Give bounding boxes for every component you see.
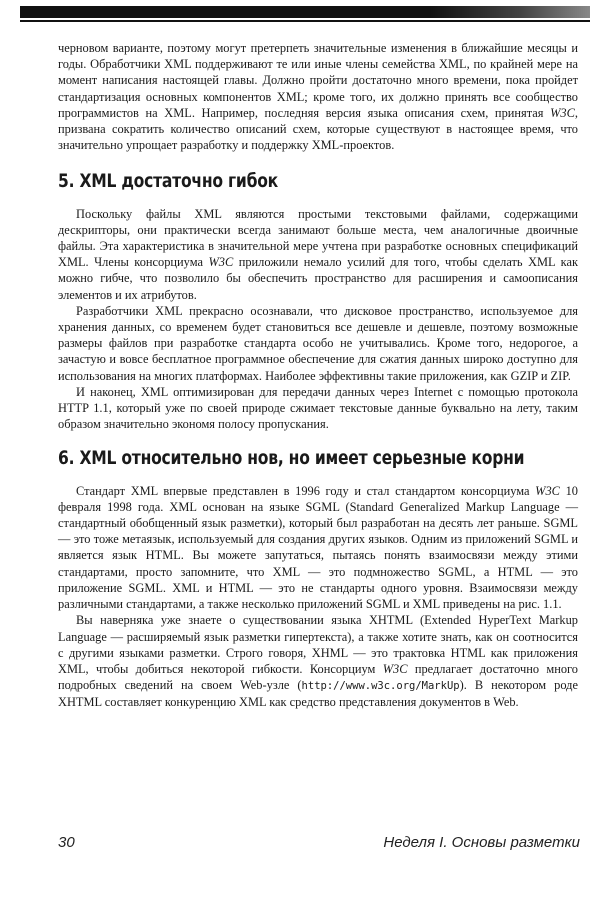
section-5-paragraph-3: И наконец, XML оптимизирован для передачи данных через Internet с помощью протокола HTTP 1.1, который уже по своей природе сжимает текстовые данные буквально на лету, таким образом значительно экономя полосу пропускания. (58, 384, 578, 432)
page-body (58, 40, 578, 711)
running-footer-title: Неделя I. Основы разметки (383, 834, 580, 851)
section-5-paragraph-2: Разработчики XML прекрасно осознавали, что дисковое пространство, используемое для хранения данных, со временем будет становиться все дешевле и дешевле, поэтому возможные размеры файлов при разработке стандарта особо не учитывались. Кроме того, недорогое, а зачастую и вовсе бесплатное программное обеспечение для сжатия данных широко доступно для использования на многих платформах. Наиболее эффективны такие приложения, как GZIP и ZIP. (58, 303, 578, 383)
section-5-paragraph-1: Поскольку файлы XML являются простыми текстовыми файлами, содержащими дескрипторы, они практически всегда занимают больше места, чем аналогичные двоичные файлы. Эта характеристика в значительной мере учтена при разработке основных спецификаций XML. Члены консорциума W3C приложили немало усилий для того, чтобы сделать XML как можно гибче, что позволило бы обеспечить пространство для расширения и самоописания элементов и их атрибутов. (58, 206, 578, 302)
org-name: W3C (208, 255, 234, 270)
section-6-paragraph-1: Стандарт XML впервые представлен в 1996 году и стал стандартом консорциума W3C 10 февраля 1998 года. XML основан на языке SGML (Standard Generalized Markup Language — стандартный обобщенный язык разметки), который был разработан на десять лет раньше. SGML — это тоже метаязык, используемый для создания других языков. Одним из приложений SGML и является язык HTML. Вы можете запутаться, пытаясь понять взаимосвязи между этими стандартами, просто запомните, что XML — это подмножество SGML, а HTML — это приложение SGML. XML и HTML — это не стандарты одного уровня. Взаимосвязи между различными стандартами, а также несколько приложений SGML и XML приведены на рис. 1.1. (58, 483, 578, 612)
section-heading-5: 5. XML достаточно гибок (58, 170, 279, 193)
page-number: 30 (58, 834, 75, 851)
org-name: W3C (550, 105, 575, 120)
paragraph-continued: черновом варианте, поэтому могут претерпеть значительные изменения в ближайшие месяцы и годы. Обработчики XML поддерживают те или иные члены семейства XML, по крайней мере на момент написания настоящей главы. Должно пройти достаточно много времени, пока пройдет стандартизация основных компонентов XML; кроме того, их должно принять все сообщество программистов на XML. Например, последняя версия языка описания схем, принятая W3C, призвана сократить количество описаний схем, которые существуют в настоящее время, что значительно упрощает разработку и поддержку XML-проектов. (58, 41, 578, 153)
org-name: W3C (382, 661, 408, 676)
section-heading-6: 6. XML относительно нов, но имеет серьезные корни (58, 447, 525, 470)
top-thin-rule (20, 20, 590, 22)
w3c-url-link[interactable]: http://www.w3c.org/MarkUp (301, 680, 460, 693)
section-6-paragraph-2: Вы наверняка уже знаете о существовании языка XHTML (Extended HyperText Markup Language — расширяемый язык разметки гипертекста), а также хотите знать, как он соотносится с другими языками разметки. Строго говоря, XHML — это трактовка HTML как приложения XML, чтобы добиться некоторой гибкости. Консорциум W3C предлагает достаточно много подробных сведений на своем Web-узле (http://www.w3c.org/MarkUp). В некотором роде XHTML составляет конкуренцию XML как средство представления документов в Web. (58, 613, 578, 710)
org-name: W3C (535, 483, 560, 498)
top-decorative-rule (20, 6, 590, 18)
